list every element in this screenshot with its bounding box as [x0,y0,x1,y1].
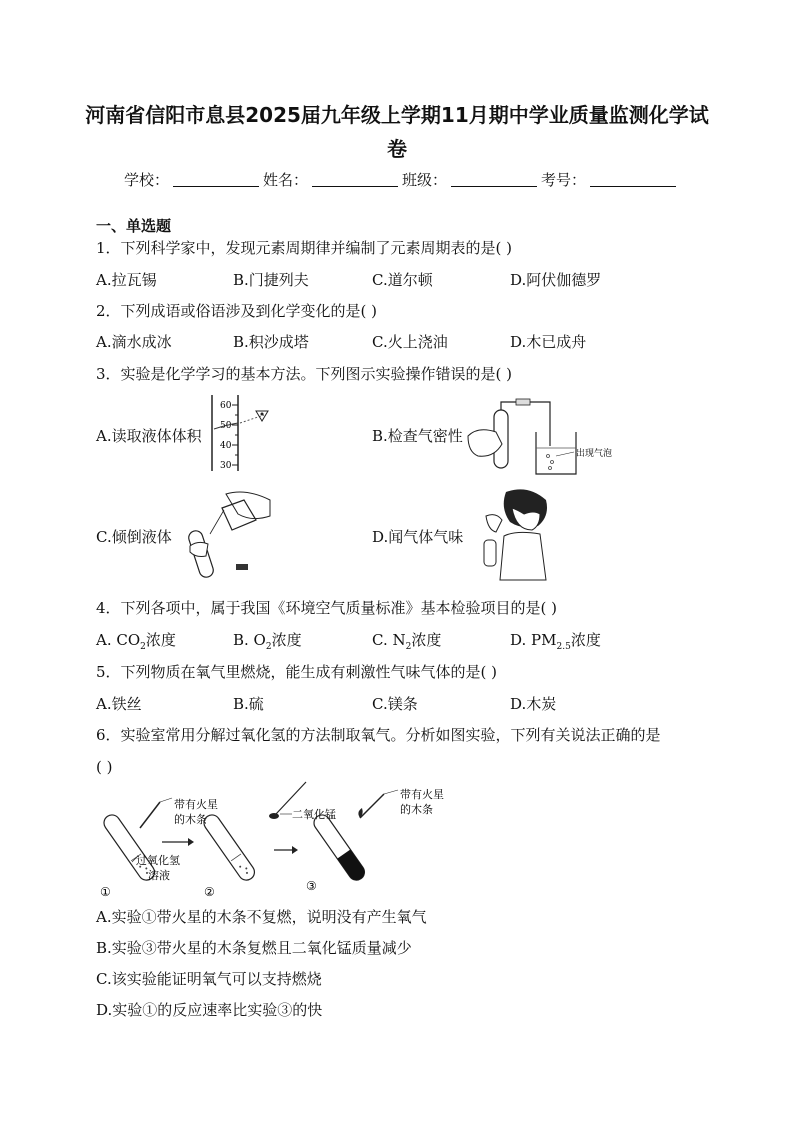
q5-stem: 5．下列物质在氧气里燃烧，能生成有刺激性气味气体的是( ) [96,663,498,681]
fig-number-1: ① [100,885,111,899]
title-line-2: 卷 [387,137,407,161]
q2-option-b[interactable]: B.积沙成塔 [233,333,309,351]
q3-option-b[interactable]: B.检查气密性 [372,427,463,445]
student-info-row [124,170,680,190]
name-blank[interactable] [312,172,398,187]
name-label: 姓名： [263,171,309,189]
q1-option-b[interactable]: B.门捷列夫 [233,271,309,289]
test-tube-3 [311,812,368,883]
q6-option-b[interactable]: B.实验③带火星的木条复燃且二氧化锰质量减少 [96,939,412,957]
graduated-cylinder-figure [206,393,286,473]
splint-label-3a: 带有火星 [400,788,444,801]
smelling-gas-figure [476,486,556,582]
exam-title [60,98,734,166]
school-blank[interactable] [173,172,259,187]
pouring-liquid-figure [186,486,276,582]
splint-1 [140,802,160,828]
h2o2-experiment-figure [92,778,472,900]
q6-option-c[interactable]: C.该实验能证明氧气可以支持燃烧 [96,970,322,988]
q5-option-a[interactable]: A.铁丝 [96,695,142,713]
q3-option-c[interactable]: C.倾倒液体 [96,528,172,546]
q3-option-a[interactable]: A.读取液体体积 [96,427,202,445]
q6-stem: 6．实验室常用分解过氧化氢的方法制取氧气。分析如图实验，下列有关说法正确的是 [96,726,661,744]
fig-number-2: ② [204,885,215,899]
q4-option-d[interactable]: D. $PM_{2.5}$浓度 [510,631,601,652]
fig-number-3: ③ [306,879,317,893]
q4-stem: 4．下列各项中，属于我国《环境空气质量标准》基本检验项目的是( ) [96,599,558,617]
splint-label-3b: 的木条 [400,803,433,816]
scale-30: 30 [220,461,232,471]
q5-option-b[interactable]: B.硫 [233,695,264,713]
q3-stem: 3．实验是化学学习的基本方法。下列图示实验操作错误的是( ) [96,365,513,383]
hand-icon [486,515,502,532]
q6-option-a[interactable]: A.实验①带火星的木条不复燃，说明没有产生氧气 [96,908,427,926]
q1-option-a[interactable]: A.拉瓦锡 [96,271,157,289]
test-tube-2 [201,812,258,883]
class-label: 班级： [402,171,448,189]
q2-option-a[interactable]: A.滴水成冰 [96,333,172,351]
class-blank[interactable] [451,172,537,187]
h2o2-label-a: 过氧化氢 [136,854,180,867]
q1-option-c[interactable]: C.道尔顿 [372,271,433,289]
arrow-right-icon [274,846,298,854]
section-heading: 一、单选题 [96,217,172,235]
exam-no-blank[interactable] [590,172,676,187]
q4-option-a[interactable]: A. $CO_2$浓度 [96,631,176,652]
q2-option-d[interactable]: D.木已成舟 [510,333,587,351]
splint-label-1b: 的木条 [174,813,207,826]
q4-option-b[interactable]: B. $O_2$浓度 [233,631,302,652]
school-label: 学校： [124,171,170,189]
q4-option-c[interactable]: C. $N_2$浓度 [372,631,442,652]
h2o2-label-b: 溶液 [148,869,170,882]
q1-stem: 1．下列科学家中，发现元素周期律并编制了元素周期表的是( ) [96,239,513,257]
q2-option-c[interactable]: C.火上浇油 [372,333,448,351]
q1-option-d[interactable]: D.阿伏伽德罗 [510,271,602,289]
q3-option-d[interactable]: D.闻气体气味 [372,528,464,546]
q6-stem-cont: ( ) [96,758,113,776]
exam-no-label: 考号： [541,171,587,189]
splint-3 [360,794,384,818]
q2-stem: 2．下列成语或俗语涉及到化学变化的是( ) [96,302,378,320]
airtightness-check-figure [464,396,634,476]
splint-label-1a: 带有火星 [174,798,218,811]
mno2-label: 二氧化锰 [292,808,336,821]
q5-option-c[interactable]: C.镁条 [372,695,418,713]
q6-option-d[interactable]: D.实验①的反应速率比实验③的快 [96,1001,323,1019]
eye-icon [256,411,268,421]
scale-40: 40 [220,441,232,451]
title-line-1: 河南省信阳市息县2025届九年级上学期11月期中学业质量监测化学试 [85,103,709,127]
bubble-label: 出现气泡 [576,449,613,459]
hand-icon [468,430,502,457]
scale-50: 50 [220,421,232,431]
arrow-right-icon [162,838,194,846]
q5-option-d[interactable]: D.木炭 [510,695,557,713]
scale-60: 60 [220,401,232,411]
